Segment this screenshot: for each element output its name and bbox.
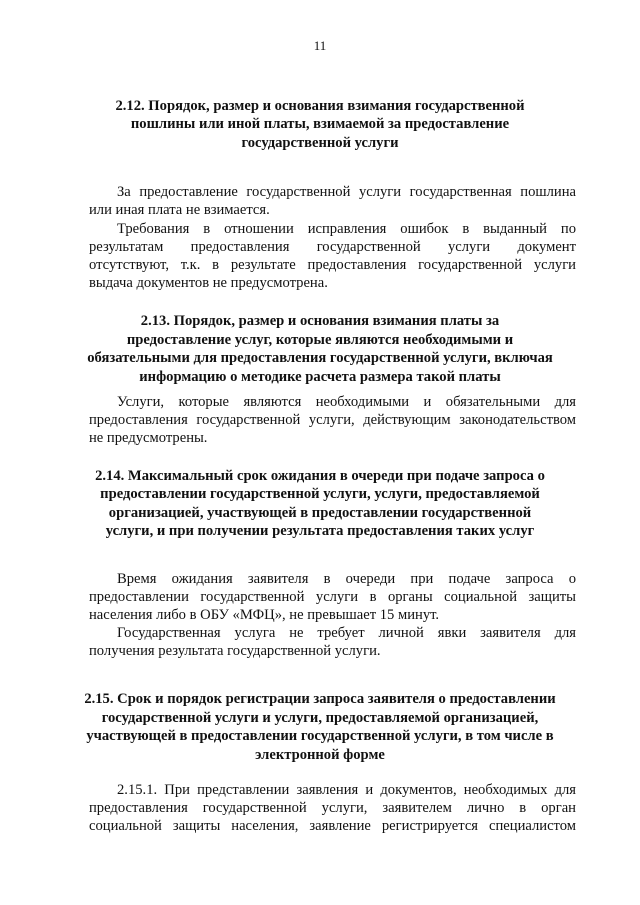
section-2-12-paragraph-2-line-3: отсутствуют, т.к. в результате предоставления государственной услуги [89, 257, 576, 273]
section-2-12-heading-line-3: государственной услуги [241, 135, 399, 151]
section-2-12-paragraph-1-line-2: или иная плата не взимается. [89, 202, 270, 218]
page-number: 11 [313, 38, 327, 53]
section-2-15-heading-line-3: участвующей в предоставлении государственной услуги, в том числе в [86, 728, 554, 744]
section-2-13-heading-line-1: 2.13. Порядок, размер и основания взимания платы за [140, 313, 500, 329]
section-2-15-heading-line-4: электронной форме [255, 747, 385, 763]
section-2-14-heading-line-3: организацией, участвующей в предоставлении государственной [108, 505, 532, 521]
section-2-14-paragraph-1-line-1: Время ожидания заявителя в очереди при подаче запроса о [117, 571, 576, 587]
section-2-13-paragraph-1-line-3: не предусмотрены. [89, 430, 208, 446]
section-2-12-paragraph-1-line-1: За предоставление государственной услуги государственная пошлина [117, 184, 576, 200]
section-2-14-heading-line-2: предоставлении государственной услуги, услуги, предоставляемой [100, 486, 540, 502]
section-2-14-heading-line-4: услуги, и при получении результата предоставления таких услуг [105, 523, 535, 539]
section-2-14-heading-line-1: 2.14. Максимальный срок ожидания в очереди при подаче запроса о [95, 468, 545, 484]
section-2-15-heading-line-1: 2.15. Срок и порядок регистрации запроса заявителя о предоставлении [84, 691, 556, 707]
section-2-12-heading-line-2: пошлины или иной платы, взимаемой за предоставление [130, 116, 510, 132]
section-2-14-paragraph-2-line-1: Государственная услуга не требует личной явки заявителя для [117, 625, 576, 641]
section-2-13-heading-line-3: обязательными для предоставления государственной услуги, включая [87, 350, 553, 366]
section-2-14-paragraph-2-line-2: получения результата государственной услуги. [89, 643, 381, 659]
section-2-13-paragraph-1-line-1: Услуги, которые являются необходимыми и обязательными для [117, 394, 576, 410]
section-2-12-paragraph-2-line-2: результатам предоставления государственной услуги документ [89, 239, 576, 255]
section-2-12-paragraph-2-line-1: Требования в отношении исправления ошибок в выданный по [117, 221, 576, 237]
section-2-13-paragraph-1-line-2: предоставления государственной услуги, действующим законодательством [89, 412, 576, 428]
section-2-14-paragraph-1-line-3: населения либо в ОБУ «МФЦ», не превышает 15 минут. [89, 607, 440, 623]
section-2-15-paragraph-1-line-3: социальной защиты населения, заявление регистрируется специалистом [89, 818, 576, 834]
section-2-13-heading-line-4: информацию о методике расчета размера такой платы [139, 369, 501, 385]
section-2-15-paragraph-1-line-2: предоставления государственной услуги, заявителем лично в орган [89, 800, 576, 816]
section-2-15-paragraph-1-line-1: 2.15.1. При представлении заявления и документов, необходимых для [117, 782, 576, 798]
section-2-14-paragraph-1-line-2: предоставлении государственной услуги в органы социальной защиты [89, 589, 576, 605]
section-2-12-heading-line-1: 2.12. Порядок, размер и основания взимания государственной [115, 98, 525, 114]
section-2-15-heading-line-2: государственной услуги и услуги, предоставляемой организацией, [101, 710, 539, 726]
section-2-13-heading-line-2: предоставление услуг, которые являются необходимыми и [126, 332, 514, 348]
section-2-12-paragraph-2-line-4: выдача документов не предусмотрена. [89, 275, 328, 291]
